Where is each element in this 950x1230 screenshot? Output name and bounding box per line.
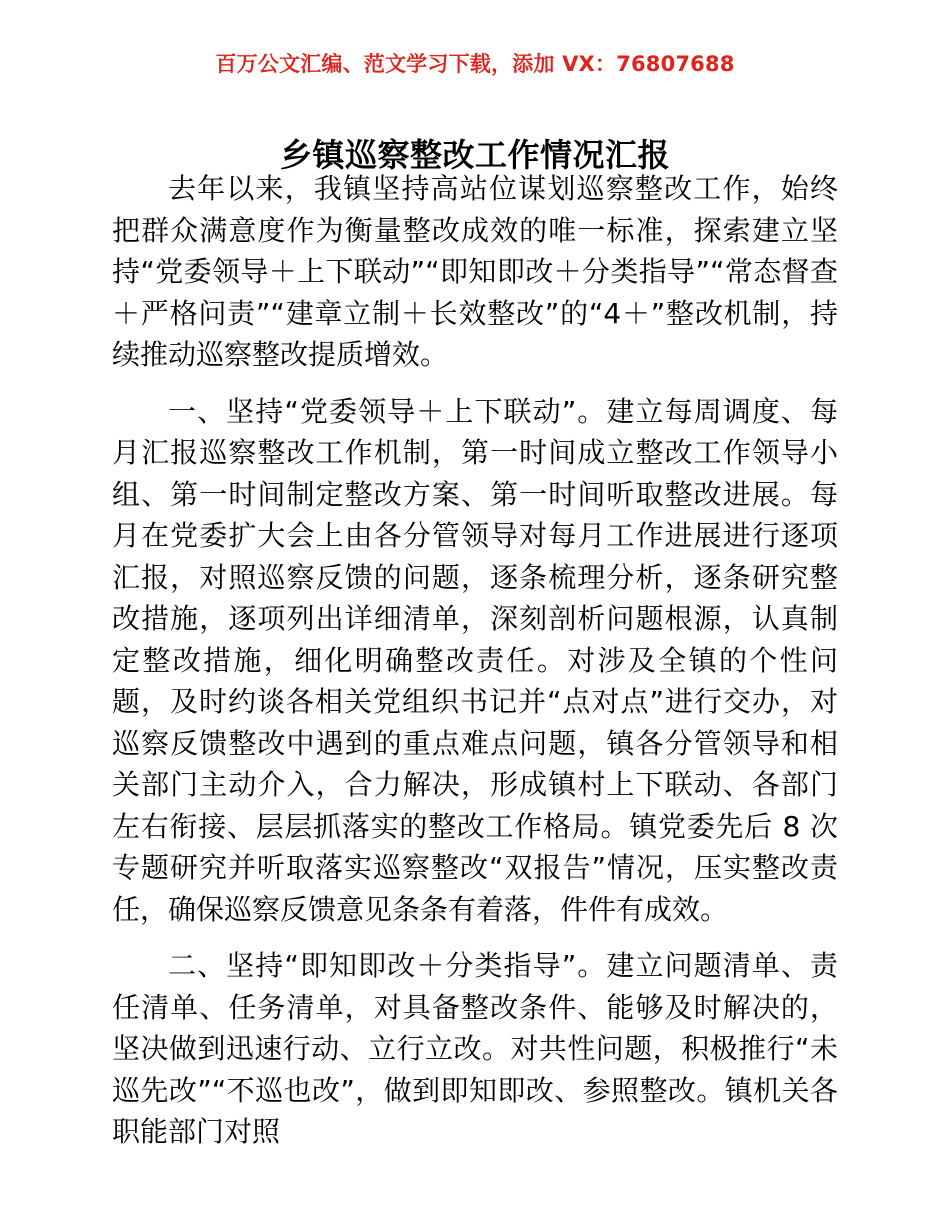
paragraph-section-two: 二、坚持“即知即改＋分类指导”。建立问题清单、责任清单、任务清单，对具备整改条件、能够及时解决的，坚决做到迅速行动、立行立改。对共性问题，积极推行“未巡先改”“不巡也改”，做到即知即改、参照整改。镇机关各职能部门对照 bbox=[112, 949, 838, 1148]
promo-header-text: 百万公文汇编、范文学习下载，添加 VX：76807688 bbox=[215, 52, 735, 76]
paragraph-section-one: 一、坚持“党委领导＋上下联动”。建立每周调度、每月汇报巡察整改工作机制，第一时间成立整改工作领导小组、第一时间制定整改方案、第一时间听取整改进展。每月在党委扩大会上由各分管领导对每月工作进展进行逐项汇报，对照巡察反馈的问题，逐条梳理分析，逐条研究整改措施，逐项列出详细清单，深刻剖析问题根源，认真制定整改措施，细化明确整改责任。对涉及全镇的个性问题，及时约谈各相关党组织书记并“点对点”进行交办，对巡察反馈整改中遇到的重点难点问题，镇各分管领导和相关部门主动介入，合力解决，形成镇村上下联动、各部门左右衔接、层层抓落实的整改工作格局。镇党委先后 8 次专题研究并听取落实巡察整改“双报告”情况，压实整改责任，确保巡察反馈意见条条有着落，件件有成效。 bbox=[112, 394, 838, 926]
document-body bbox=[112, 168, 838, 1153]
paragraph-intro: 去年以来，我镇坚持高站位谋划巡察整改工作，始终把群众满意度作为衡量整改成效的唯一标准，探索建立坚持“党委领导＋上下联动”“即知即改＋分类指导”“常态督查＋严格问责”“建章立制＋长效整改”的“4＋”整改机制，持续推动巡察整改提质增效。 bbox=[112, 172, 838, 371]
page-title: 乡镇巡察整改工作情况汇报 bbox=[279, 136, 670, 175]
